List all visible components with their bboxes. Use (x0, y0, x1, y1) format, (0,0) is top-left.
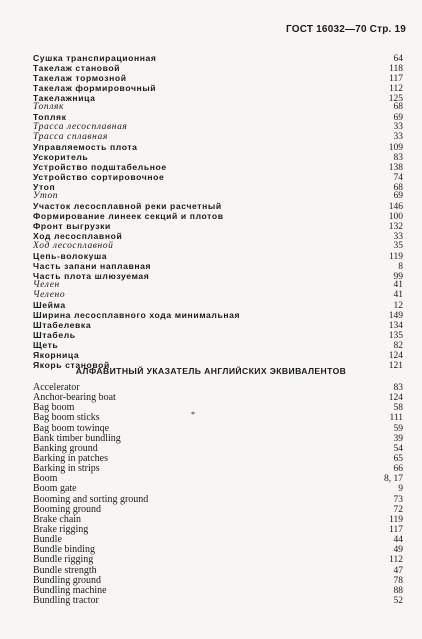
index-term: Шейма (33, 300, 66, 311)
index-term: Boom (33, 473, 58, 485)
page-number: 132 (388, 222, 403, 233)
page-number: 47 (393, 565, 403, 576)
index-entry (33, 341, 403, 351)
page-number: 9 (398, 484, 403, 495)
page-number: 8 (398, 261, 403, 272)
index-entry (33, 464, 403, 474)
page-number: 69 (393, 191, 403, 202)
index-entry (33, 474, 403, 484)
index-entry (33, 173, 403, 183)
page-number: 112 (389, 555, 403, 566)
index-term: Цепь-волокуша (33, 250, 108, 261)
page-number: 8, 17 (384, 474, 403, 485)
index-term: Accelerator (33, 382, 80, 393)
page-number: 59 (393, 423, 403, 434)
index-term: Такелаж становой (33, 62, 121, 73)
page-number: 99 (393, 271, 403, 282)
page-number: 135 (388, 330, 403, 341)
index-term: Челено (33, 290, 66, 301)
index-term: Топляк (33, 112, 67, 123)
stray-mark: * (191, 410, 195, 419)
index-term: Участок лесосплавной реки расчетный (33, 201, 222, 212)
index-entry (33, 94, 403, 104)
index-term: Утоп (33, 181, 56, 192)
index-entry (33, 525, 403, 535)
page-number: 124 (388, 393, 403, 404)
page-number: 33 (393, 122, 403, 133)
index-entry (33, 321, 403, 331)
page-number: 112 (389, 83, 403, 94)
index-term: Bag boom (33, 402, 75, 414)
index-term: Челен (33, 280, 60, 291)
index-term: Такелажница (33, 92, 96, 103)
index-term: Bag boom towinqe (33, 422, 110, 434)
page-number: 72 (393, 504, 403, 515)
english-equivalents-index (33, 383, 403, 606)
index-entry (33, 515, 403, 525)
index-term: Booming ground (33, 503, 102, 515)
page-number: 117 (389, 524, 403, 535)
index-entry (33, 143, 403, 153)
index-entry (33, 281, 403, 291)
page-number: 82 (393, 340, 403, 351)
index-entry (33, 272, 403, 282)
index-term: Ширина лесосплавного хода минимальная (33, 310, 241, 321)
index-term: Трасса сплавная (33, 132, 108, 143)
index-term: Якорница (33, 349, 80, 360)
page-number: 111 (389, 413, 403, 424)
index-term: Bundle strength (33, 564, 97, 576)
index-term: Такелаж формировочный (33, 82, 157, 93)
russian-term-index (33, 54, 403, 371)
index-entry (33, 555, 403, 565)
index-entry (33, 183, 403, 193)
index-entry (33, 291, 403, 301)
index-term: Brake chain (33, 513, 82, 525)
index-term: Часть плота шлюзуемая (33, 270, 150, 281)
page-number: 83 (393, 152, 403, 163)
page-number: 66 (393, 464, 403, 475)
page-number: 41 (393, 280, 403, 291)
index-term: Booming and sorting ground (33, 493, 149, 505)
index-term: Часть запани наплавная (33, 260, 152, 271)
index-term: Устройство подштабельное (33, 161, 167, 172)
page-number: 74 (393, 172, 403, 183)
page-number: 88 (393, 585, 403, 596)
index-term: Brake rigging (33, 523, 89, 535)
page-number: 65 (393, 453, 403, 464)
page-number: 41 (393, 290, 403, 301)
page-number: 33 (393, 232, 403, 243)
page-number: 33 (393, 132, 403, 143)
page-number: 119 (389, 251, 403, 262)
page-number: 149 (388, 311, 403, 322)
page-number: 117 (389, 73, 403, 84)
index-term: Bundling machine (33, 584, 107, 596)
index-term: Bundle (33, 534, 62, 546)
section-title: АЛФАВИТНЫЙ УКАЗАТЕЛЬ АНГЛИЙСКИХ ЭКВИВАЛЕНТОВ (75, 366, 347, 376)
index-term: Anchor-bearing boat (33, 392, 116, 404)
index-term: Bundle rigging (33, 554, 94, 566)
index-term: Bundling tractor (33, 594, 99, 606)
page-number: 12 (393, 301, 403, 312)
index-term: Топляк (33, 102, 65, 113)
index-term: Boom gate (33, 483, 77, 495)
index-entry (33, 596, 403, 606)
index-term: Штабелевка (33, 320, 92, 331)
page-number: 39 (393, 433, 403, 444)
page-number: 68 (393, 182, 403, 193)
page-number: 69 (393, 113, 403, 124)
page-number: 68 (393, 102, 403, 113)
index-term: Фронт выгрузки (33, 221, 111, 232)
index-term: Щеть (33, 339, 59, 350)
index-term: Ускоритель (33, 151, 89, 162)
index-term: Штабель (33, 329, 76, 340)
page-number: 64 (393, 54, 403, 64)
index-term: Bundle binding (33, 544, 95, 556)
page-number: 35 (393, 240, 403, 251)
page-number: 73 (393, 494, 403, 505)
index-term: Bag boom sticks (33, 412, 100, 424)
page-number: 134 (388, 321, 403, 332)
page-number: 78 (393, 575, 403, 586)
page-number: 125 (388, 93, 403, 104)
index-term: Устройство сортировочное (33, 171, 165, 182)
page-number: 83 (393, 383, 403, 393)
page-number: 100 (388, 212, 403, 223)
index-term: Bank timber bundling (33, 432, 121, 444)
index-term: Ход лесосплавной (33, 231, 123, 242)
index-term: Утоп (33, 191, 59, 202)
index-term: Barking in strips (33, 463, 100, 475)
index-term: Сушка транспирационная (33, 53, 157, 63)
index-term: Banking ground (33, 442, 98, 454)
index-entry (33, 331, 403, 341)
page-number: 146 (388, 202, 403, 213)
page-number: 54 (393, 443, 403, 454)
page-number: 44 (393, 535, 403, 546)
page-header: ГОСТ 16032—70 Стр. 19 (286, 24, 406, 35)
index-entry (33, 393, 403, 403)
page-number: 118 (389, 63, 403, 74)
page-number: 52 (393, 595, 403, 606)
index-term: Якорь становой (33, 359, 110, 370)
page-number: 119 (389, 514, 403, 525)
page-number: 138 (388, 162, 403, 173)
index-term: Такелаж тормозной (33, 72, 127, 83)
index-term: Barking in patches (33, 452, 108, 464)
index-entry (33, 505, 403, 515)
index-term: Трасса лесосплавная (33, 122, 128, 133)
page-number: 124 (388, 350, 403, 361)
page-number: 109 (388, 143, 403, 154)
index-term: Ход лесосплавной (33, 240, 114, 251)
index-entry (33, 103, 403, 113)
index-term: Формирование линеек секций и плотов (33, 211, 224, 222)
index-term: Управляемость плота (33, 142, 138, 153)
page-number: 58 (393, 403, 403, 414)
index-term: Bundling ground (33, 574, 102, 586)
page-number: 49 (393, 545, 403, 556)
page-number: 121 (388, 360, 403, 371)
